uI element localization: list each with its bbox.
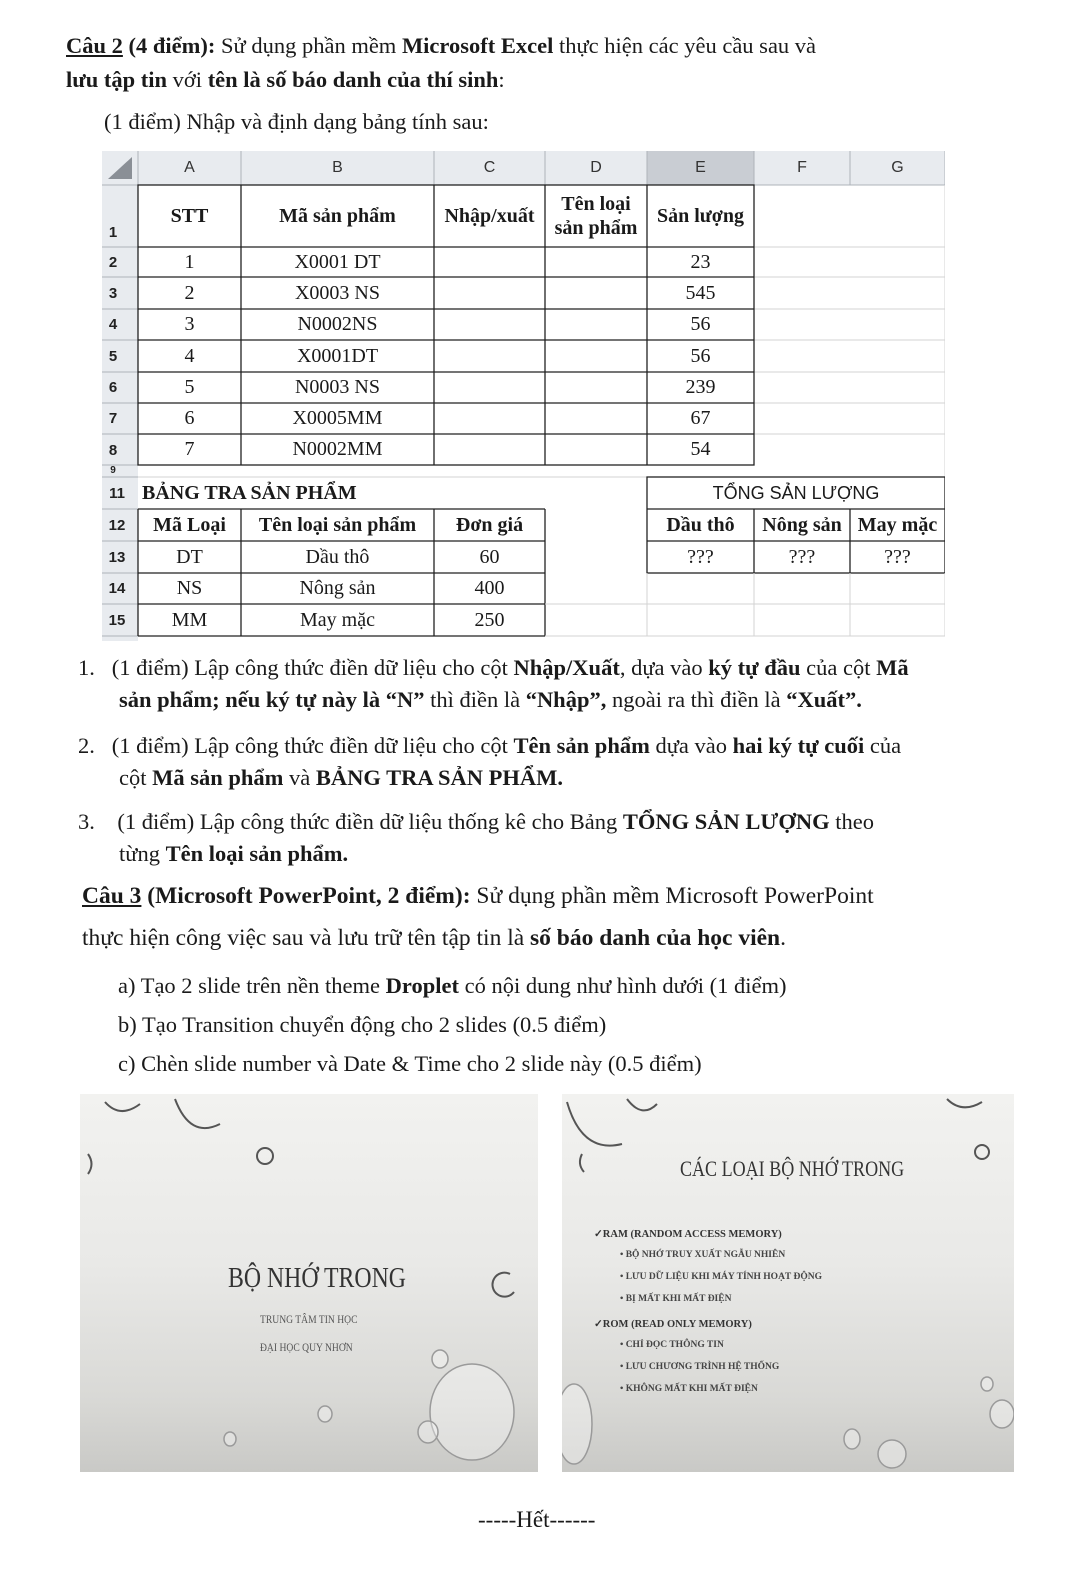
task-number: 2. — [78, 733, 95, 758]
q2-save-name: tên là số báo danh của thí sinh — [207, 67, 499, 92]
footer-end: -----Hết------ — [478, 1507, 596, 1532]
task-bold: hai ký tự cuối — [732, 733, 865, 758]
q3-text-2c: . — [780, 925, 786, 951]
header-ten-loai-line1: Tên loại — [561, 193, 631, 215]
q3-head: (Microsoft PowerPoint, 2 điểm): — [141, 883, 471, 909]
q3-label: Câu 3 — [82, 883, 142, 909]
task-1-line-1 — [78, 652, 909, 684]
cell-ma-san-pham[interactable]: X0001 DT — [294, 250, 381, 273]
header-nhap-xuat[interactable]: Nhập/xuất — [444, 204, 535, 227]
task-text: từng — [119, 841, 166, 866]
slide-2-bullet: • CHỈ ĐỌC THÔNG TIN — [620, 1340, 724, 1350]
col-header-f[interactable]: F — [797, 159, 807, 176]
slide-2-bullet: • LƯU CHƯƠNG TRÌNH HỆ THỐNG — [620, 1362, 780, 1372]
task-text: ngoài ra thì điền là — [606, 687, 787, 712]
row-header[interactable]: 5 — [108, 347, 118, 365]
q2-heading — [66, 30, 816, 62]
totals-header[interactable]: Dầu thô — [666, 513, 735, 536]
row-header[interactable]: 1 — [108, 223, 118, 241]
slide-2-thumbnail — [562, 1094, 1014, 1472]
row-header[interactable]: 7 — [108, 410, 118, 427]
q3-text-1: Sử dụng phần mềm Microsoft PowerPoint — [470, 883, 874, 909]
task-bold: “Nhập”, — [525, 687, 607, 712]
slide-1-title: BỘ NHỚ TRONG — [228, 1262, 406, 1294]
task-bold: sản phẩm; nếu ký tự này là “N” — [119, 687, 425, 712]
slide-2-bullet: ✓RAM (RANDOM ACCESS MEMORY) — [594, 1229, 782, 1240]
cell-ma-san-pham[interactable]: N0002NS — [297, 313, 378, 335]
slide-1-subtitle-1: TRUNG TÂM TIN HỌC — [260, 1312, 358, 1326]
header-stt[interactable]: STT — [170, 204, 209, 227]
slide-2-bullet: • LƯU DỮ LIỆU KHI MÁY TÍNH HOẠT ĐỘNG — [620, 1272, 822, 1282]
lookup-header-code[interactable]: Mã Loại — [153, 513, 226, 536]
task-number: 3. — [78, 809, 95, 834]
col-header-d[interactable]: D — [590, 159, 602, 176]
task-text: của cột — [800, 655, 877, 680]
cell-stt[interactable]: 3 — [184, 313, 195, 335]
totals-header[interactable]: Nông sản — [762, 513, 842, 536]
q3-heading — [82, 880, 874, 912]
slide-2-bullet: ✓ROM (READ ONLY MEMORY) — [594, 1319, 752, 1330]
header-ma-san-pham[interactable]: Mã sản phẩm — [279, 204, 396, 227]
lookup-name[interactable]: May mặc — [300, 608, 375, 631]
q2-save-mid: với — [167, 67, 208, 92]
task-bold: “Xuất”. — [786, 687, 862, 712]
cell-stt[interactable]: 1 — [184, 250, 195, 273]
q3-line-2 — [82, 922, 786, 954]
slide-2-bullet: • KHÔNG MẤT KHI MẤT ĐIỆN — [620, 1384, 758, 1394]
q3-item-b: b) Tạo Transition chuyển động cho 2 slides (0.5 điểm) — [118, 1012, 607, 1037]
task-bold: ký tự đầu — [708, 655, 801, 680]
cell-stt[interactable]: 6 — [184, 407, 195, 429]
cell-ma-san-pham[interactable]: N0002MM — [292, 438, 383, 460]
row-header[interactable]: 12 — [108, 516, 126, 534]
lookup-code[interactable]: MM — [171, 608, 208, 631]
task-3-line-1 — [78, 806, 874, 838]
totals-value[interactable]: ??? — [687, 545, 714, 568]
q2-save-line — [66, 64, 505, 96]
task-text: theo — [829, 809, 874, 834]
row-header[interactable]: 13 — [108, 548, 126, 566]
slide-2-bullet: • BỘ NHỚ TRUY XUẤT NGẪU NHIÊN — [620, 1250, 786, 1260]
lookup-code[interactable]: NS — [176, 577, 203, 599]
task-text: và — [283, 765, 316, 790]
cell-san-luong[interactable]: 54 — [690, 438, 711, 460]
task-text: (1 điểm) Lập công thức điền dữ liệu thống kê cho Bảng — [111, 809, 623, 834]
col-header-a[interactable]: A — [184, 159, 195, 176]
task-bold: Tên sản phẩm — [513, 733, 650, 758]
task-text: (1 điểm) Lập công thức điền dữ liệu cho cột — [111, 655, 514, 680]
header-ten-loai-line2: sản phẩm — [554, 217, 638, 239]
col-header-b[interactable]: B — [332, 159, 343, 176]
cell-san-luong[interactable]: 545 — [685, 281, 716, 304]
cell-stt[interactable]: 5 — [184, 376, 195, 398]
col-header-g[interactable]: G — [891, 159, 904, 176]
cell-ma-san-pham[interactable]: X0003 NS — [294, 281, 380, 304]
task-3-line-2 — [119, 838, 348, 870]
cell-san-luong[interactable]: 23 — [690, 250, 711, 273]
row-header[interactable]: 14 — [108, 580, 126, 597]
task-1-line-2 — [119, 684, 862, 716]
row-header[interactable]: 9 — [110, 465, 116, 476]
task-text: thì điền là — [424, 687, 526, 712]
q2-save-end: : — [498, 67, 505, 92]
q2-sub-intro: (1 điểm) Nhập và định dạng bảng tính sau: — [104, 109, 489, 134]
q3-item-bold: Droplet — [385, 973, 459, 998]
row-header[interactable]: 4 — [108, 316, 118, 333]
q3-item-c: c) Chèn slide number và Date & Time cho 2 slide này (0.5 điểm) — [118, 1051, 702, 1076]
cell-san-luong[interactable]: 56 — [690, 313, 711, 335]
task-number: 1. — [78, 655, 95, 680]
cell-stt[interactable]: 2 — [184, 281, 195, 304]
col-header-c[interactable]: C — [483, 159, 496, 176]
task-bold: Tên loại sản phẩm. — [165, 841, 349, 866]
lookup-title[interactable]: BẢNG TRA SẢN PHẨM — [142, 481, 357, 504]
slide-1-subtitle-2: ĐẠI HỌC QUY NHƠN — [260, 1340, 353, 1354]
lookup-header-name[interactable]: Tên loại sản phẩm — [258, 513, 417, 536]
cell-san-luong[interactable]: 239 — [685, 376, 716, 398]
cell-ma-san-pham[interactable]: N0003 NS — [294, 376, 380, 398]
task-text: (1 điểm) Lập công thức điền dữ liệu cho cột — [111, 733, 514, 758]
cell-stt[interactable]: 7 — [184, 438, 195, 460]
row-header[interactable]: 2 — [108, 253, 118, 271]
task-text: của — [864, 733, 902, 758]
q2-app: Microsoft Excel — [401, 33, 554, 58]
q3-item-text: có nội dung như hình dưới (1 điểm) — [458, 973, 787, 998]
col-header-e[interactable]: E — [695, 159, 706, 176]
totals-value[interactable]: ??? — [884, 545, 911, 568]
row-header[interactable]: 8 — [108, 441, 118, 459]
cell-san-luong[interactable]: 56 — [690, 344, 711, 367]
lookup-header-price[interactable]: Đơn giá — [455, 513, 524, 536]
cell-san-luong[interactable]: 67 — [690, 407, 711, 429]
lookup-price[interactable]: 400 — [474, 577, 505, 599]
q2-intro-2: thực hiện các yêu cầu sau và — [553, 33, 817, 58]
q2-points: (4 điểm): — [122, 33, 216, 58]
header-san-luong[interactable]: Sản lượng — [656, 204, 744, 227]
task-bold: Mã — [876, 655, 909, 680]
q3-item-a — [118, 970, 786, 1002]
q2-save-bold: lưu tập tin — [66, 67, 168, 92]
row-header[interactable]: 3 — [108, 284, 118, 302]
cell-ma-san-pham[interactable]: X0001DT — [296, 344, 379, 367]
totals-title[interactable]: TỔNG SẢN LƯỢNG — [712, 482, 880, 503]
lookup-name[interactable]: Nông sản — [299, 577, 376, 599]
q3-text-2b: số báo danh của học viên — [530, 925, 781, 951]
cell-ma-san-pham[interactable]: X0005MM — [292, 407, 383, 429]
task-bold: Nhập/Xuất — [513, 655, 620, 680]
header-ten-loai-san-pham[interactable] — [545, 185, 647, 247]
task-bold: TỔNG SẢN LƯỢNG — [622, 809, 830, 834]
q3-item-text: a) Tạo 2 slide trên nền theme — [118, 973, 386, 998]
slide-2-title: CÁC LOẠI BỘ NHỚ TRONG — [680, 1156, 905, 1181]
task-text: , dựa vào — [619, 655, 709, 680]
q2-intro-1: Sử dụng phần mềm — [215, 33, 402, 58]
lookup-price[interactable]: 60 — [479, 545, 500, 568]
task-text: dựa vào — [649, 733, 733, 758]
excel-sheet — [102, 151, 945, 641]
row-header[interactable]: 11 — [109, 484, 125, 502]
task-bold: BẢNG TRA SẢN PHẨM. — [315, 765, 564, 790]
row-header[interactable]: 15 — [108, 611, 126, 629]
row-header[interactable]: 6 — [108, 379, 118, 396]
lookup-name[interactable]: Dầu thô — [305, 545, 370, 568]
task-bold: Mã sản phẩm — [152, 765, 284, 790]
cell-stt[interactable]: 4 — [184, 344, 195, 367]
droplet-decoration — [562, 1094, 1014, 1472]
slide-1-thumbnail — [80, 1094, 538, 1472]
task-2-line-1 — [78, 730, 901, 762]
q3-text-2: thực hiện công việc sau và lưu trữ tên tập tin là — [82, 925, 531, 951]
task-text: cột — [119, 765, 153, 790]
lookup-code[interactable]: DT — [176, 545, 203, 568]
totals-header[interactable]: May mặc — [857, 513, 938, 536]
task-2-line-2 — [119, 762, 563, 794]
lookup-price[interactable]: 250 — [474, 608, 505, 631]
slide-2-bullet: • BỊ MẤT KHI MẤT ĐIỆN — [620, 1294, 732, 1304]
q2-label: Câu 2 — [66, 33, 123, 58]
totals-value[interactable]: ??? — [788, 545, 816, 568]
